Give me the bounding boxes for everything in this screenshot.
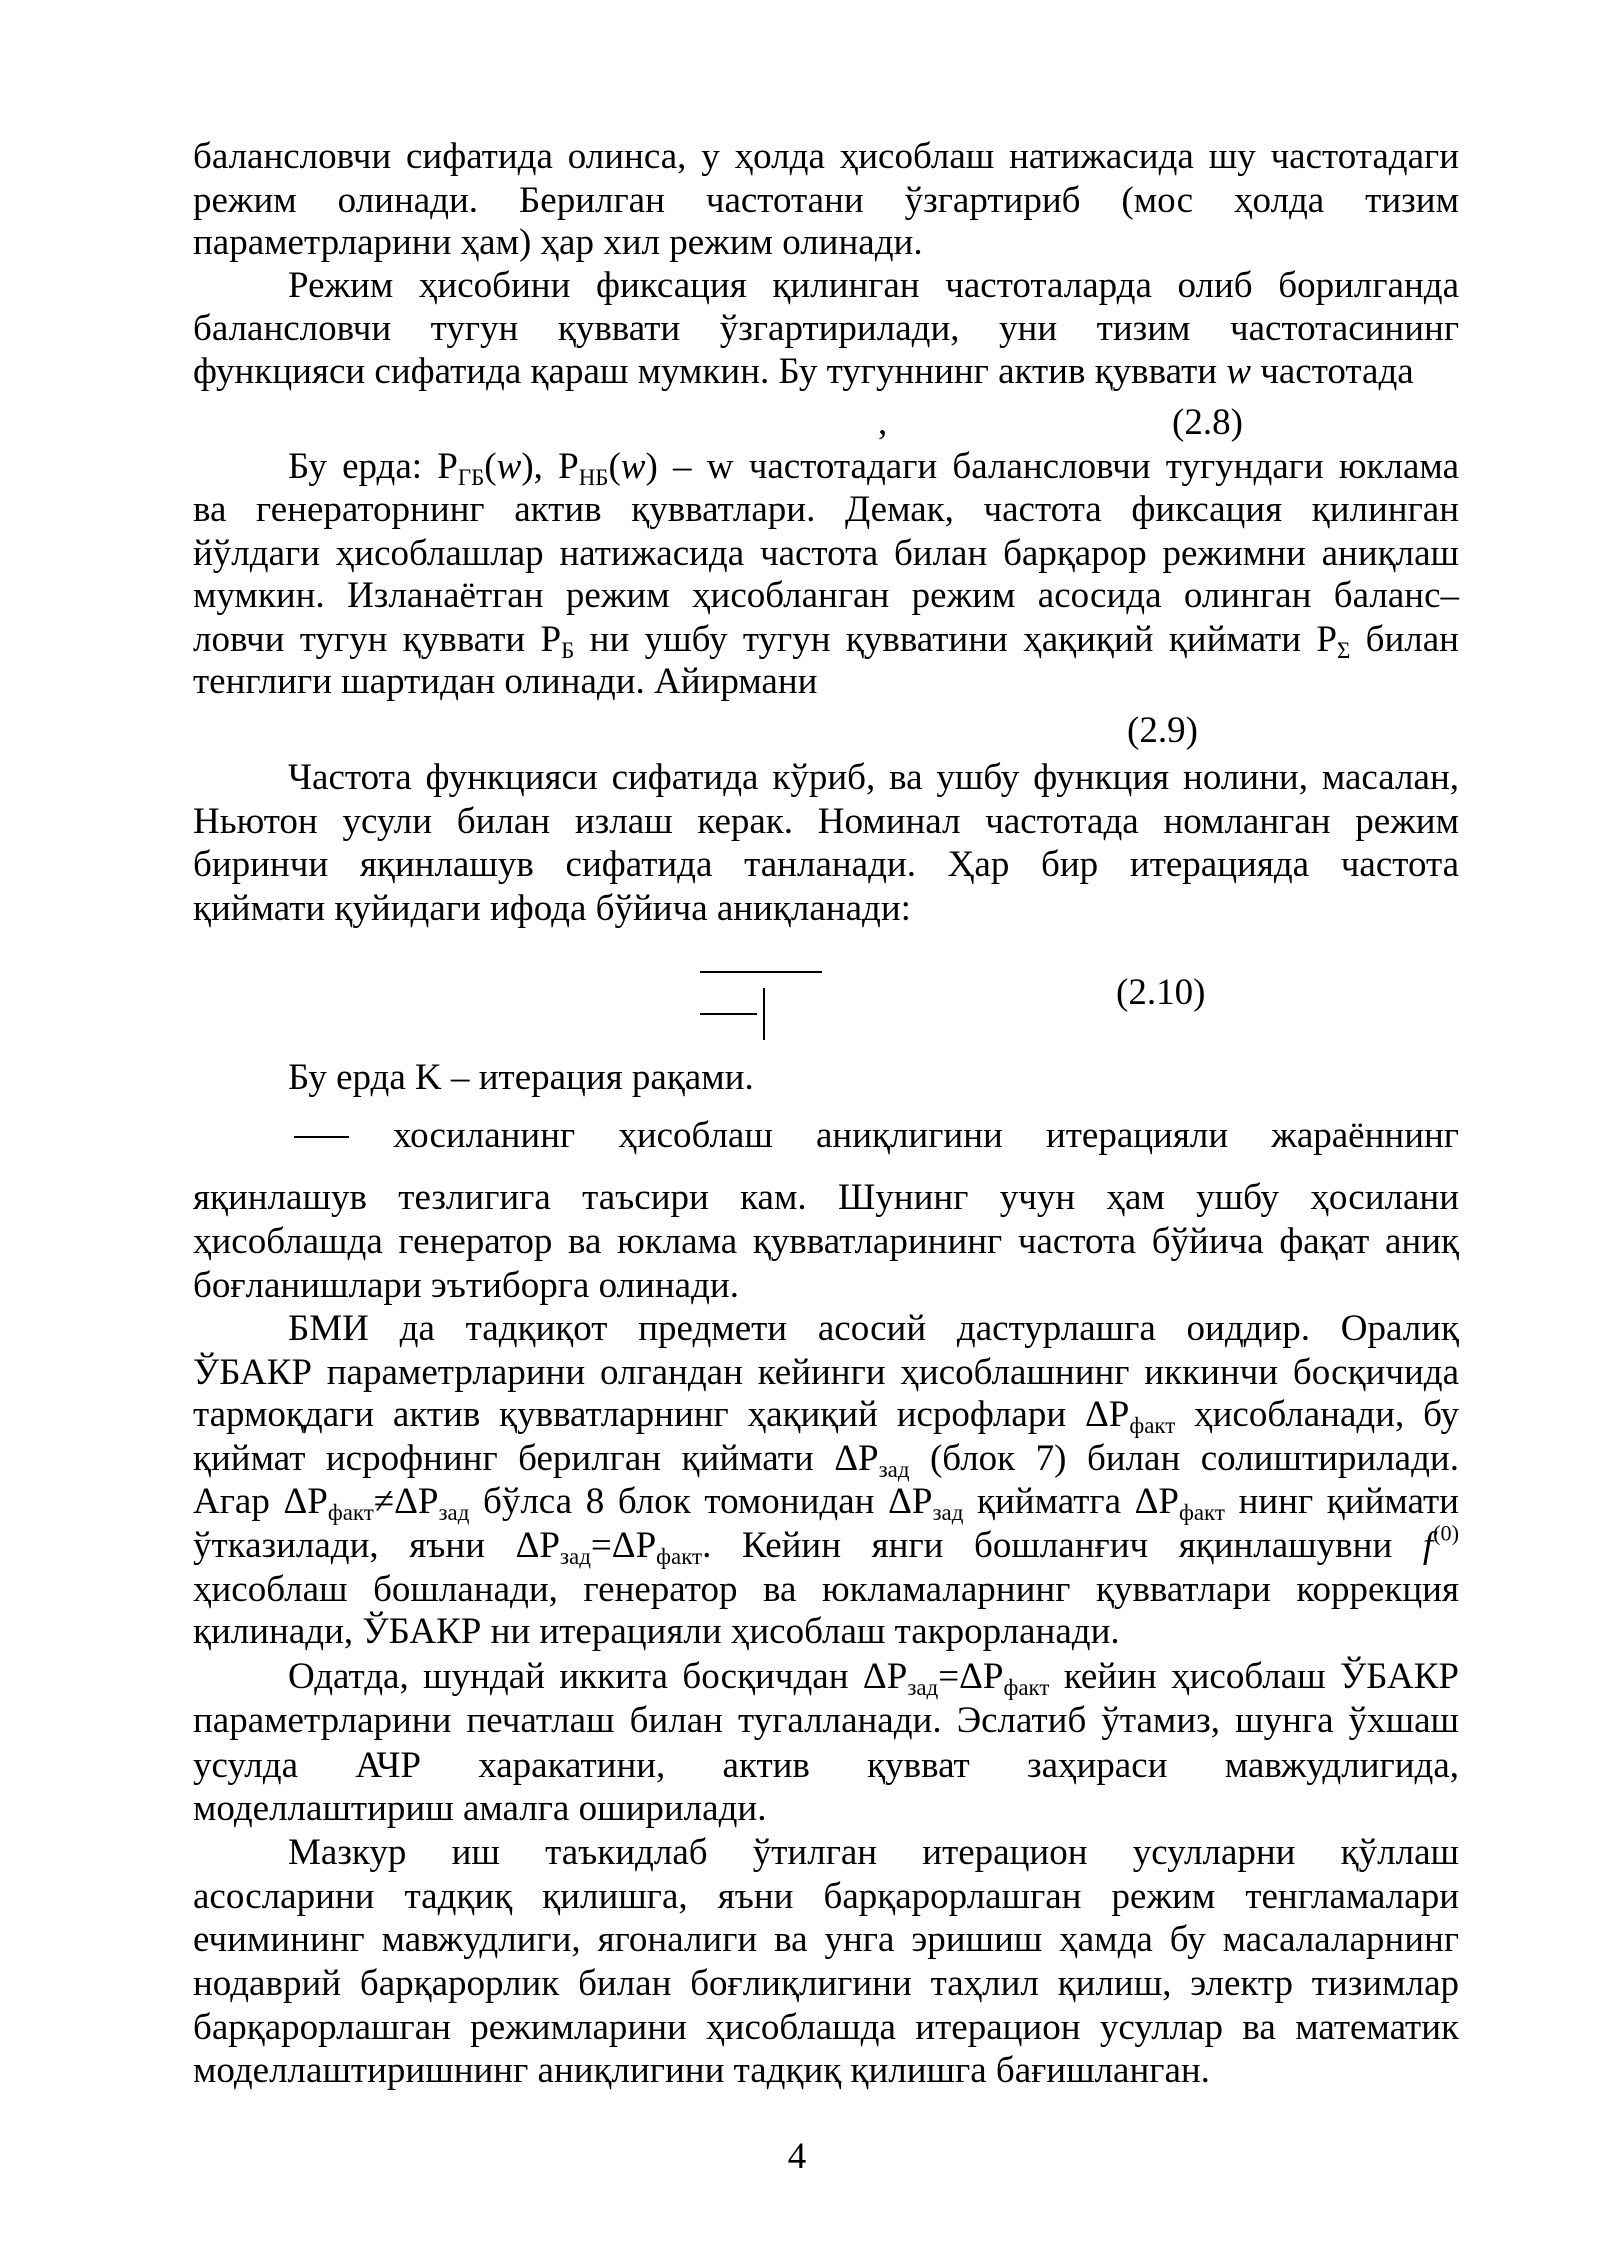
- subscript: Б: [561, 637, 575, 663]
- text-line: Бу ерда K – итерация рақами.: [288, 1057, 754, 1098]
- text-segment: . Кейин янги бошланғич яқинлашувни: [702, 1525, 1423, 1566]
- text-line: [193, 1437, 1459, 1480]
- equation-number: (2.8): [1172, 402, 1243, 443]
- text-line: нодаврий барқарорлик билан боғлиқлигини таҳлил қилиш, электр тизимлар: [193, 1963, 1459, 2004]
- text-line: моделлаштириш амалга оширилади.: [193, 1788, 767, 1829]
- text-line: Ньютон усули билан излаш керак. Номинал частотада номланган режим: [193, 801, 1459, 842]
- subscript: НБ: [578, 464, 609, 490]
- text-segment: ни ушбу тугун қувватини ҳақиқий қиймати P: [574, 619, 1337, 660]
- text-line: ҳисоблаш бошланади, генератор ва юкламаларнинг қувватлари коррекция: [193, 1569, 1459, 1610]
- text-segment: Бу ерда: P: [288, 446, 458, 487]
- text-segment: билан: [1350, 619, 1459, 660]
- text-line: [193, 350, 1459, 393]
- text-segment: тармоқдаги актив қувватларнинг ҳақиқий исрофлари ΔP: [193, 1394, 1130, 1435]
- text-line: асосларини тадқиқ қилишга, яъни барқарорлашган режим тенгламалари: [193, 1876, 1459, 1917]
- equation-punctuation: ,: [878, 402, 888, 443]
- text-segment: нинг қиймати: [1224, 1481, 1459, 1522]
- fraction-bar: [700, 1013, 757, 1015]
- text-line: ечимининг мавжудлиги, ягоналиги ва унга эришиш ҳамда бу масалаларнинг: [193, 1919, 1459, 1960]
- fraction-bar: [700, 971, 822, 973]
- text-segment: =ΔP: [590, 1525, 657, 1566]
- text-line: режим олинади. Берилган частотани ўзгартириб (мос ҳолда тизим: [193, 180, 1459, 221]
- text-line: қилинади, ЎБАКР ни итерацияли ҳисоблаш такрорланади.: [193, 1611, 1120, 1652]
- text-segment: ҳисобланади, бу: [1175, 1394, 1460, 1435]
- text-segment: функцияси сифатида қараш мумкин. Бу тугуннинг актив қуввати: [193, 351, 1227, 392]
- text-line: параметрларини ҳам) ҳар хил режим олинади.: [193, 222, 923, 263]
- equation-number: (2.10): [1116, 972, 1206, 1013]
- text-segment: ≠ΔP: [373, 1481, 439, 1522]
- vertical-bar: [763, 988, 765, 1040]
- text-line: Режим ҳисобини фиксация қилинган частоталарда олиб борилганда: [288, 265, 1459, 306]
- italic-variable: w: [1226, 351, 1251, 392]
- text-line: ҳисоблашда генератор ва юклама қувватларининг частота бўйича фақат аниқ: [193, 1221, 1459, 1262]
- subscript: зад: [878, 1456, 910, 1482]
- text-line: усулда АЧР харакатини, актив қувват заҳираси мавжудлигида,: [193, 1745, 1459, 1786]
- text-line: қиймати қуйидаги ифода бўйича аниқланади:: [193, 888, 911, 929]
- text-line: [193, 1480, 1459, 1523]
- text-line: йўлдаги ҳисоблашлар натижасида частота билан барқарор режимни аниқлаш: [193, 533, 1459, 574]
- subscript: факт: [327, 1499, 374, 1525]
- text-segment: қиймат исрофнинг берилган қиймати ΔP: [193, 1438, 879, 1479]
- text-line: Частота функцияси сифатида кўриб, ва ушбу функция нолини, масалан,: [288, 757, 1459, 798]
- text-segment: (блок 7) билан солиштирилади.: [909, 1438, 1459, 1479]
- subscript: зад: [560, 1543, 591, 1569]
- text-line: биринчи яқинлашув сифатида танланади. Ҳар бир итерацияда частота: [193, 844, 1459, 885]
- subscript: факт: [1129, 1412, 1176, 1438]
- subscript: зад: [438, 1499, 470, 1525]
- subscript: факт: [1179, 1499, 1225, 1525]
- text-segment: ловчи тугун қуввати P: [193, 619, 562, 660]
- text-line: БМИ да тадқиқот предмети асосий дастурлашга оиддир. Оралиқ: [288, 1308, 1459, 1349]
- subscript: зад: [932, 1499, 964, 1525]
- text-line: балансловчи тугун қуввати ўзгартирилади, уни тизим частотасининг: [193, 308, 1459, 349]
- text-segment: частотада: [1251, 351, 1414, 392]
- text-segment: Агар ΔP: [193, 1481, 328, 1522]
- text-line: барқарорлашган режимларини ҳисоблашда итерацион усуллар ва математик: [193, 2007, 1459, 2048]
- subscript: Σ: [1336, 637, 1351, 663]
- text-segment: (: [608, 446, 621, 487]
- text-line: [193, 618, 1459, 661]
- text-line: Мазкур иш таъкидлаб ўтилган итерацион усулларни қўллаш: [288, 1832, 1459, 1873]
- text-line: [193, 1520, 1459, 1569]
- italic-variable: f: [1422, 1525, 1434, 1566]
- text-line: боғланишлари эътиборга олинади.: [193, 1265, 739, 1306]
- text-segment: бўлса 8 блок томонидан ΔP: [469, 1481, 933, 1522]
- page-number: 4: [787, 2136, 807, 2177]
- text-line: параметрларини печатлаш билан тугалланади. Эслатиб ўтамиз, шунга ўхшаш: [193, 1700, 1459, 1741]
- text-line: балансловчи сифатида олинса, у ҳолда ҳисоблаш натижасида шу частотадаги: [193, 136, 1459, 177]
- italic-variable: w: [496, 446, 522, 487]
- italic-variable: w: [620, 446, 646, 487]
- text-line: [193, 445, 1459, 488]
- subscript: зад: [907, 1674, 939, 1700]
- text-segment: (: [484, 446, 497, 487]
- subscript: факт: [656, 1543, 703, 1569]
- equation-number: (2.9): [1127, 710, 1198, 751]
- text-line: моделлаштиришнинг аниқлигини тадқиқ қилишга бағишланган.: [193, 2050, 1210, 2091]
- text-segment: Одатда, шундай иккита босқичдан ΔP: [288, 1656, 908, 1697]
- text-line: ва генераторнинг актив қувватлари. Демак, частота фиксация қилинган: [193, 489, 1459, 530]
- text-segment: ), P: [521, 446, 579, 487]
- superscript: (0): [1433, 1520, 1459, 1546]
- text-line: тенглиги шартидан олинади. Айирмани: [193, 661, 818, 702]
- text-line: хосиланинг ҳисоблаш аниқлигини итерацияли жараённинг: [393, 1115, 1459, 1156]
- text-line: мумкин. Изланаётган режим ҳисобланган режим асосида олинган баланс–: [193, 575, 1459, 616]
- fraction-bar: [294, 1136, 349, 1138]
- subscript: ГБ: [457, 464, 485, 490]
- text-line: ЎБАКР параметрларини олгандан кейинги ҳисоблашнинг иккинчи босқичида: [193, 1352, 1459, 1393]
- text-segment: ) – w частотадаги балансловчи тугундаги юклама: [645, 446, 1459, 487]
- text-segment: қийматга ΔP: [963, 1481, 1180, 1522]
- subscript: факт: [1003, 1674, 1050, 1700]
- text-segment: ўтказилади, яъни ΔP: [193, 1525, 560, 1566]
- text-line: [193, 1393, 1459, 1436]
- text-line: [193, 1655, 1459, 1698]
- text-segment: кейин ҳисоблаш ЎБАКР: [1049, 1656, 1459, 1697]
- text-line: яқинлашув тезлигига таъсири кам. Шунинг учун ҳам ушбу ҳосилани: [193, 1177, 1459, 1218]
- text-segment: =ΔP: [938, 1656, 1004, 1697]
